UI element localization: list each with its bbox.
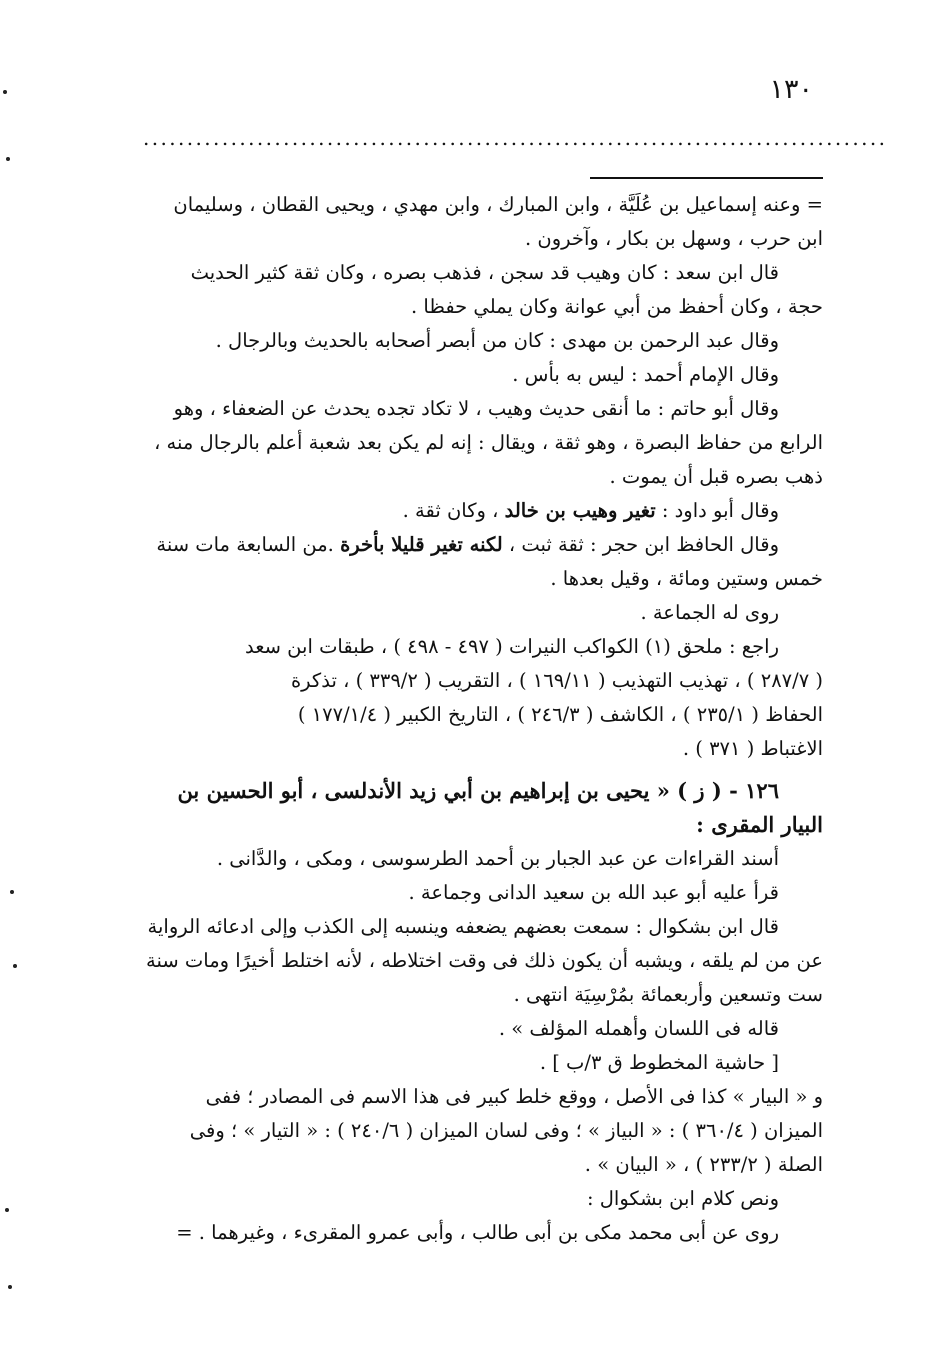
bold-quote: تغير وهيب بن خالد: [504, 499, 656, 522]
text-line: ( ٢٨٧/٧ ) ، تهذيب التهذيب ( ١٦٩/١١ ) ، التقريب ( ٣٣٩/٢ ) ، تذكرة: [290, 669, 823, 692]
text-line: قرأ عليه أبو عبد الله بن سعيد الدانى وجماعة .: [408, 881, 779, 904]
text-segment: ، وكان ثقة .: [402, 499, 505, 522]
text-line: و « البيار » كذا فى الأصل ، ووقع خلط كبير فى هذا الاسم فى المصادر ؛ ففى: [205, 1085, 823, 1108]
text-line: أسند القراءات عن عبد الجبار بن أحمد الطرسوسى ، ومكى ، والدَّانى .: [216, 847, 779, 870]
text-line: ذهب بصره قبل أن يموت .: [609, 465, 823, 488]
margin-mark: [10, 890, 14, 894]
text-line: وقال عبد الرحمن بن مهدى : كان من أبصر أصحابه بالحديث وبالرجال .: [215, 329, 779, 352]
entry-title: ١٢٦ - ( ز ) « يحيى بن إبراهيم بن أبي زيد الأندلسى ، أبو الحسين بن: [177, 778, 779, 803]
text-line: عن من لم يلقه ، ويشبه أن يكون ذلك فى وقت اختلاطه ، لأنه اختلط أخيرًا ومات سنة: [146, 949, 823, 972]
text-line: الميزان ( ٣٦٠/٤ ) : « البياز » ؛ وفى لسان الميزان ( ٢٤٠/٦ ) : « التيار » ؛ وفى: [189, 1119, 823, 1142]
text-line: ونص كلام ابن بشكوال :: [586, 1187, 779, 1210]
text-segment: وقال الحافظ ابن حجر : ثقة ثبت ،: [502, 533, 779, 556]
text-line: روى له الجماعة .: [640, 601, 779, 624]
text-line: الرابع من حفاظ البصرة ، وهو ثقة ، ويقال : إنه لم يكن بعد شعبة أعلم بالرجال منه ،: [154, 431, 823, 454]
text-line: قال ابن بشكوال : سمعت بعضهم يضعفه وينسبه إلى الكذب وإلى ادعائه الرواية: [147, 915, 779, 938]
text-line: راجع : ملحق (١) الكواكب النيرات ( ٤٩٧ - ٤٩٨ ) ، طبقات ابن سعد: [245, 635, 779, 658]
text-line: قال ابن سعد : كان وهيب قد سجن ، فذهب بصره ، وكان ثقة كثير الحديث: [190, 261, 779, 284]
text-line: الاغتباط ( ٣٧١ ) .: [682, 737, 823, 760]
text-line: حجة ، وكان أحفظ من أبي عوانة وكان يملي حفظا .: [410, 295, 823, 318]
text-segment: وقال أبو داود :: [655, 499, 779, 522]
text-segment: .من السابعة مات سنة: [156, 533, 341, 556]
margin-mark: [8, 1285, 12, 1289]
page-body: [127, 188, 823, 1250]
text-line: قاله فى اللسان وأهمله المؤلف » .: [498, 1017, 779, 1040]
entry-title: البيار المقرى :: [696, 812, 823, 837]
margin-mark: [5, 1208, 9, 1212]
page-number: ١٣٠: [769, 74, 813, 105]
text-line: الصلة ( ٢٣٣/٢ ) ، « البيان » .: [584, 1153, 823, 1176]
text-line: خمس وستين ومائة ، وقيل بعدها .: [550, 567, 823, 590]
dotted-separator: .....................................................................................: [143, 126, 888, 150]
margin-mark: [3, 90, 7, 94]
footnote-rule: [590, 177, 823, 179]
margin-mark: [13, 964, 17, 968]
text-line: [127, 494, 823, 528]
text-line: [ حاشية المخطوط ق ٣/ب ] .: [539, 1051, 779, 1074]
bold-quote: لكنه تغير قليلا بأخرة: [340, 533, 503, 556]
text-line: ست وتسعين وأربعمائة بمُرْسِيَة انتهى .: [513, 983, 823, 1006]
text-line: وقال الإمام أحمد : ليس به بأس .: [512, 363, 779, 386]
text-line: [127, 528, 823, 562]
text-line: = وعنه إسماعيل بن عُلَيَّة ، وابن المبارك ، وابن مهدي ، ويحيى القطان ، وسليمان: [173, 193, 823, 216]
text-line: وقال أبو حاتم : ما أنقى حديث وهيب ، لا تكاد تجده يحدث عن الضعفاء ، وهو: [173, 397, 779, 420]
text-line: روى عن أبى محمد مكى بن أبى طالب ، وأبى عمرو المقرىء ، وغيرهما . =: [176, 1221, 779, 1244]
margin-mark: [6, 157, 10, 161]
text-line: الحفاظ ( ٢٣٥/١ ) ، الكاشف ( ٢٤٦/٣ ) ، التاريخ الكبير ( ١٧٧/١/٤ ): [297, 703, 823, 726]
text-line: ابن حرب ، وسهل بن بكار ، وآخرون .: [525, 227, 823, 250]
